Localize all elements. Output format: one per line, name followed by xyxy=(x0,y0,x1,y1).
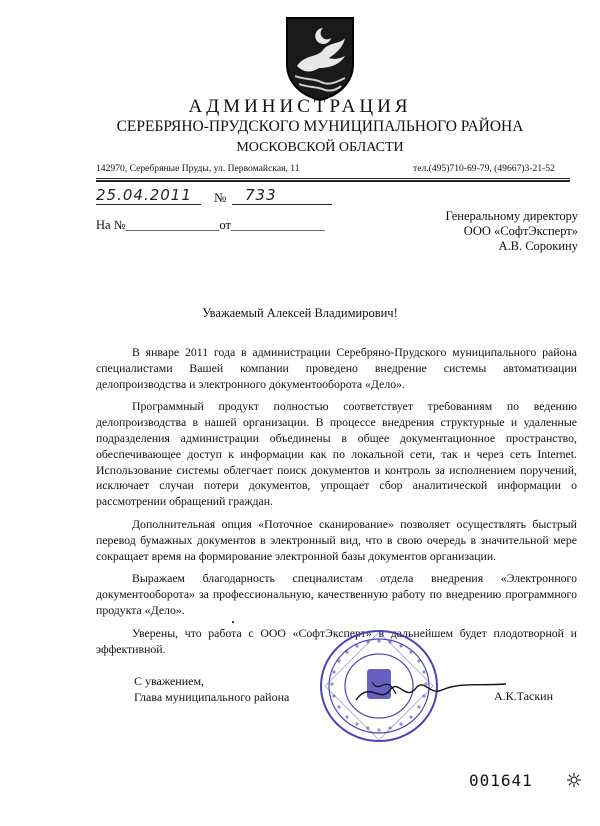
serial-number: 001641 xyxy=(469,771,533,790)
coat-of-arms-icon xyxy=(283,14,357,102)
scan-speck xyxy=(232,621,234,623)
header-divider-bold xyxy=(96,180,570,182)
reference-line: На №_______________от_______________ xyxy=(96,218,325,232)
recipient-name: А.В. Сорокину xyxy=(498,239,578,253)
date-underline xyxy=(96,204,201,205)
recipient-company: ООО «СофтЭксперт» xyxy=(463,224,578,238)
letter-body xyxy=(96,345,577,664)
body-paragraph: Программный продукт полностью соответствует требованиям по ведению делопроизводства в нашей организации. В процессе внедрения структурные и удаленные подразделения администрации объединены в общее документационное пространство, обеспечивающее доступ к информации как по локальной сети, так и через сеть Internet. Использование системы облегчает поиск документов и контроль за исполнением поручений, исключает случаи потери документов, упрощает сбор аналитической информации о рассмотрении обращений граждан. xyxy=(96,399,577,509)
closing-regards: С уважением, xyxy=(134,674,205,688)
registration-date: 25.04.2011 xyxy=(96,186,192,204)
salutation: Уважаемый Алексей Владимирович! xyxy=(202,306,398,320)
closing-block xyxy=(134,673,289,705)
registration-number: 733 xyxy=(245,186,277,204)
signature-icon xyxy=(350,660,510,720)
signer-name: А.К.Таскин xyxy=(494,689,554,703)
letterhead-subtitle: СЕРЕБРЯНО-ПРУДСКОГО МУНИЦИПАЛЬНОГО РАЙОНА xyxy=(116,118,524,135)
letterhead-region: МОСКОВСКОЙ ОБЛАСТИ xyxy=(236,140,404,155)
number-underline xyxy=(232,204,332,205)
body-paragraph: Дополнительная опция «Поточное сканирование» позволяет осуществлять быстрый перевод бумажных документов в электронный вид, что в свою очередь в значительной мере сокращает время на формирование электронной базы документов организации. xyxy=(96,516,577,563)
number-sign: № xyxy=(214,190,227,205)
body-paragraph: В январе 2011 года в администрации Серебряно-Прудского муниципального района специалистами Вашей компании проведено внедрение системы автоматизации делопроизводства и электронного документооборота «Дело». xyxy=(96,345,577,391)
body-paragraph: Уверены, что работа с ООО «СофтЭксперт» в дальнейшем будет плодотворной и эффективной. xyxy=(96,625,577,656)
body-paragraph: Выражаем благодарность специалистам отдела внедрения «Электронного документооборота» за профессиональную, качественную работу по внедрению программного продукта «Дело». xyxy=(96,571,577,617)
letterhead-title: АДМИНИСТРАЦИЯ xyxy=(188,96,412,117)
header-divider xyxy=(96,178,570,179)
recipient-block xyxy=(420,209,578,254)
asterisk-seal-icon xyxy=(566,772,582,788)
closing-position: Глава муниципального района xyxy=(134,690,290,704)
recipient-position: Генеральному директору xyxy=(445,209,578,223)
letterhead-address: 142970, Серебряные Пруды, ул. Первомайская, 11 xyxy=(96,163,300,174)
letterhead-phone: тел.(495)710-69-79, (49667)3-21-52 xyxy=(413,163,555,174)
